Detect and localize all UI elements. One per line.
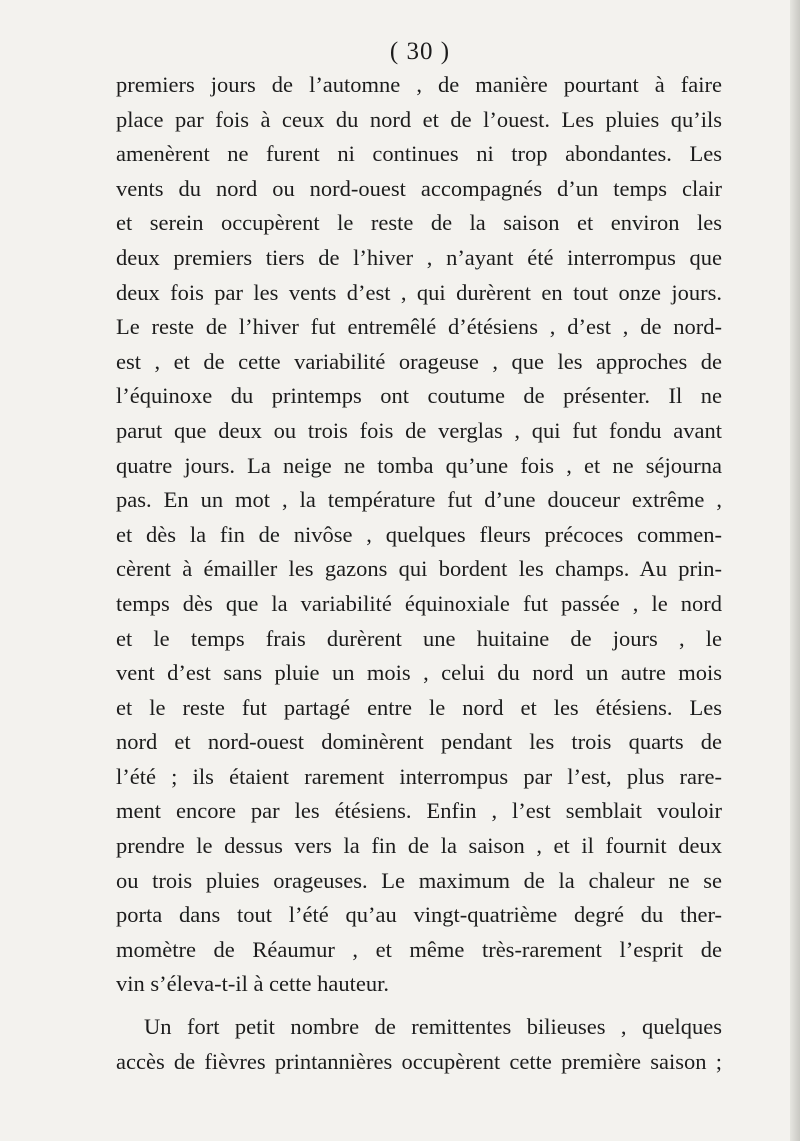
text-line: amenèrent ne furent ni continues ni trop abondantes. Les (116, 141, 722, 167)
text-line: vin s’éleva-t-il à cette hauteur. (116, 971, 389, 997)
text-line: place par fois à ceux du nord et de l’ouest. Les pluies qu’ils (116, 106, 722, 132)
paragraph (116, 1010, 722, 1079)
text-line: temps dès que la variabilité équinoxiale fut passée , le nord (116, 590, 722, 616)
text-line: et dès la fin de nivôse , quelques fleurs précoces commen- (116, 521, 722, 547)
text-line: Le reste de l’hiver fut entremêlé d’étésiens , d’est , de nord- (116, 314, 722, 340)
text-line: parut que deux ou trois fois de verglas , qui fut fondu avant (116, 417, 722, 443)
text-line: quatre jours. La neige ne tomba qu’une fois , et ne séjourna (116, 452, 722, 478)
body-text (116, 68, 722, 1079)
text-line: Un fort petit nombre de remittentes bilieuses , quelques (144, 1014, 722, 1040)
text-line: prendre le dessus vers la fin de la saison , et il fournit deux (116, 833, 722, 859)
text-line: ment encore par les étésiens. Enfin , l’est semblait vouloir (116, 798, 722, 824)
text-line: nord et nord-ouest dominèrent pendant les trois quarts de (116, 729, 722, 755)
text-line: ou trois pluies orageuses. Le maximum de la chaleur ne se (116, 867, 722, 893)
text-line: vent d’est sans pluie un mois , celui du nord un autre mois (116, 660, 722, 686)
text-line: premiers jours de l’automne , de manière pourtant à faire (116, 72, 722, 97)
page-edge-shadow (790, 0, 800, 1141)
paragraph (116, 68, 722, 1002)
text-line: l’été ; ils étaient rarement interrompus par l’est, plus rare- (116, 763, 722, 789)
text-line: pas. En un mot , la température fut d’une douceur extrême , (116, 487, 722, 513)
text-line: est , et de cette variabilité orageuse , que les approches de (116, 348, 722, 374)
text-line: cèrent à émailler les gazons qui bordent les champs. Au prin- (116, 556, 722, 582)
text-line: vents du nord ou nord-ouest accompagnés d’un temps clair (116, 175, 722, 201)
page-number: ( 30 ) (389, 38, 451, 65)
paragraph-gap (116, 1002, 722, 1010)
text-line: accès de fièvres printannières occupèrent cette première saison ; (116, 1048, 722, 1074)
text-line: et le reste fut partagé entre le nord et les étésiens. Les (116, 694, 722, 720)
text-line: deux premiers tiers de l’hiver , n’ayant été interrompus que (116, 244, 722, 270)
text-line: deux fois par les vents d’est , qui durèrent en tout onze jours. (116, 279, 722, 305)
text-line: l’équinoxe du printemps ont coutume de présenter. Il ne (116, 383, 722, 409)
text-line: porta dans tout l’été qu’au vingt-quatrième degré du ther- (116, 902, 722, 928)
text-line: momètre de Réaumur , et même très-rarement l’esprit de (116, 936, 722, 962)
text-line: et serein occupèrent le reste de la saison et environ les (116, 210, 722, 236)
text-line: et le temps frais durèrent une huitaine de jours , le (116, 625, 722, 651)
